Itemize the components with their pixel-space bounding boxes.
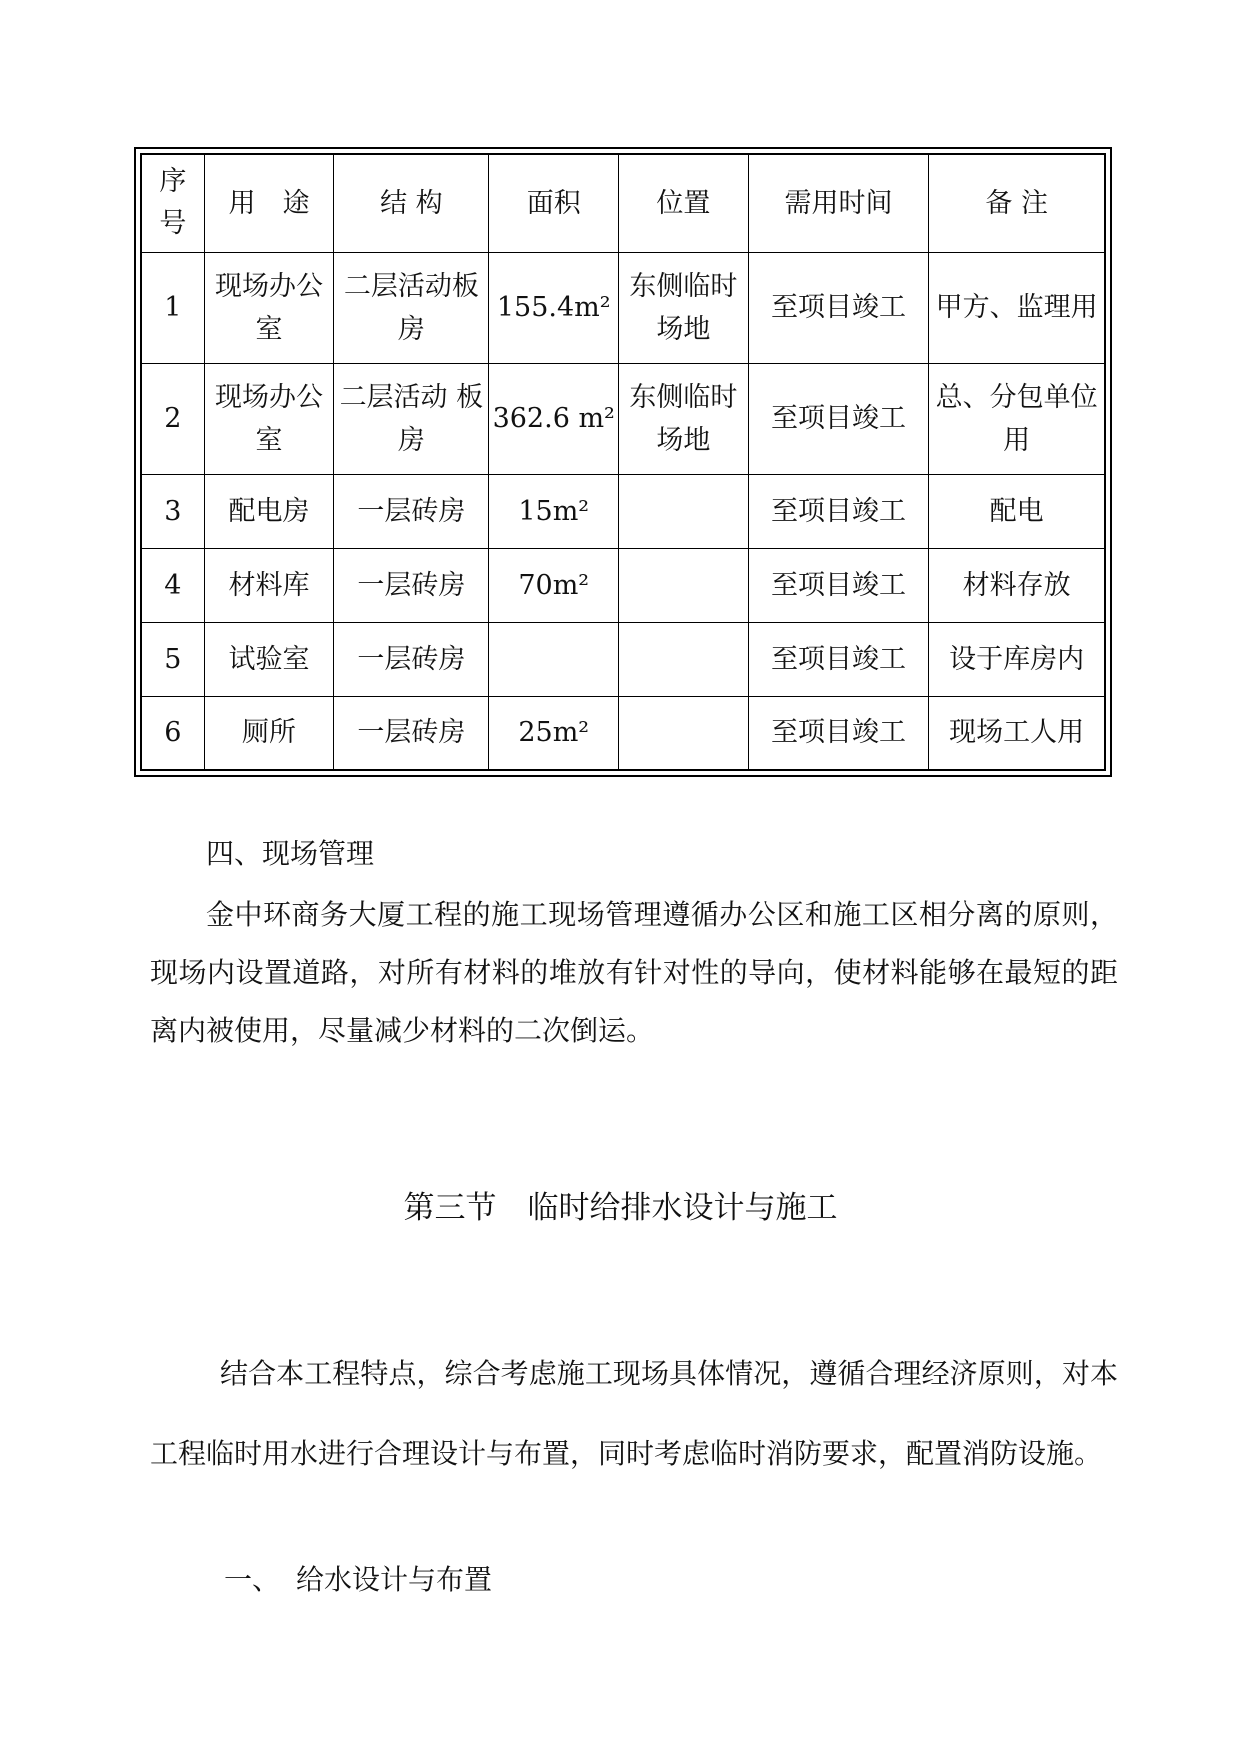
cell-duration: 至项目竣工 bbox=[748, 548, 929, 622]
table-row bbox=[141, 363, 1105, 474]
cell-remark: 材料存放 bbox=[929, 548, 1105, 622]
header-location: 位置 bbox=[619, 154, 749, 252]
chapter-title: 第三节 临时给排水设计与施工 bbox=[403, 1190, 838, 1226]
cell-seq: 4 bbox=[141, 548, 204, 622]
cell-location: 东侧临时场地 bbox=[619, 363, 749, 474]
subsection-heading-water-supply bbox=[224, 1560, 492, 1600]
header-remark: 备 注 bbox=[929, 154, 1105, 252]
section-heading-site-management: 四、现场管理 bbox=[206, 837, 375, 870]
table-row bbox=[141, 475, 1105, 549]
cell-usage: 厕所 bbox=[204, 696, 334, 770]
cell-usage: 现场办公室 bbox=[204, 363, 334, 474]
cell-duration: 至项目竣工 bbox=[748, 252, 929, 363]
table-row bbox=[141, 622, 1105, 696]
cell-remark: 总、分包单位用 bbox=[929, 363, 1105, 474]
cell-duration: 至项目竣工 bbox=[748, 622, 929, 696]
cell-seq: 6 bbox=[141, 696, 204, 770]
cell-area: 362.6 m² bbox=[489, 363, 619, 474]
cell-location bbox=[619, 696, 749, 770]
cell-duration: 至项目竣工 bbox=[748, 475, 929, 549]
cell-usage: 现场办公室 bbox=[204, 252, 334, 363]
header-duration: 需用时间 bbox=[748, 154, 929, 252]
cell-duration: 至项目竣工 bbox=[748, 696, 929, 770]
cell-remark: 设于库房内 bbox=[929, 622, 1105, 696]
header-seq: 序号 bbox=[141, 154, 204, 252]
chapter-intro-paragraph: 结合本工程特点，综合考虑施工现场具体情况，遵循合理经济原则，对本工程临时用水进行合理设计与布置，同时考虑临时消防要求，配置消防设施。 bbox=[150, 1357, 1118, 1470]
facilities-table-frame bbox=[134, 147, 1112, 777]
site-management-paragraph: 金中环商务大厦工程的施工现场管理遵循办公区和施工区相分离的原则，现场内设置道路，对所有材料的堆放有针对性的导向，使材料能够在最短的距离内被使用，尽量减少材料的二次倒运。 bbox=[150, 898, 1118, 1047]
subsection-number: 一、 bbox=[224, 1563, 281, 1596]
cell-location bbox=[619, 475, 749, 549]
cell-seq: 2 bbox=[141, 363, 204, 474]
cell-seq: 3 bbox=[141, 475, 204, 549]
header-structure: 结 构 bbox=[334, 154, 489, 252]
cell-structure: 一层砖房 bbox=[334, 475, 489, 549]
cell-usage: 试验室 bbox=[204, 622, 334, 696]
cell-structure: 一层砖房 bbox=[334, 696, 489, 770]
cell-area: 70m² bbox=[489, 548, 619, 622]
cell-seq: 5 bbox=[141, 622, 204, 696]
temporary-facilities-table bbox=[140, 153, 1106, 771]
table-row bbox=[141, 696, 1105, 770]
header-usage: 用 途 bbox=[204, 154, 334, 252]
cell-area: 155.4m² bbox=[489, 252, 619, 363]
cell-structure: 一层砖房 bbox=[334, 622, 489, 696]
cell-location bbox=[619, 622, 749, 696]
header-area: 面积 bbox=[489, 154, 619, 252]
cell-structure: 二层活动板房 bbox=[334, 252, 489, 363]
cell-remark: 甲方、监理用 bbox=[929, 252, 1105, 363]
cell-structure: 二层活动 板房 bbox=[334, 363, 489, 474]
cell-location bbox=[619, 548, 749, 622]
cell-remark: 现场工人用 bbox=[929, 696, 1105, 770]
cell-duration: 至项目竣工 bbox=[748, 363, 929, 474]
cell-remark: 配电 bbox=[929, 475, 1105, 549]
cell-usage: 材料库 bbox=[204, 548, 334, 622]
table-row bbox=[141, 252, 1105, 363]
cell-area: 25m² bbox=[489, 696, 619, 770]
subsection-title: 给水设计与布置 bbox=[296, 1563, 493, 1596]
cell-location: 东侧临时场地 bbox=[619, 252, 749, 363]
cell-usage: 配电房 bbox=[204, 475, 334, 549]
cell-area bbox=[489, 622, 619, 696]
table-header-row bbox=[141, 154, 1105, 252]
table-row bbox=[141, 548, 1105, 622]
cell-structure: 一层砖房 bbox=[334, 548, 489, 622]
cell-seq: 1 bbox=[141, 252, 204, 363]
cell-area: 15m² bbox=[489, 475, 619, 549]
